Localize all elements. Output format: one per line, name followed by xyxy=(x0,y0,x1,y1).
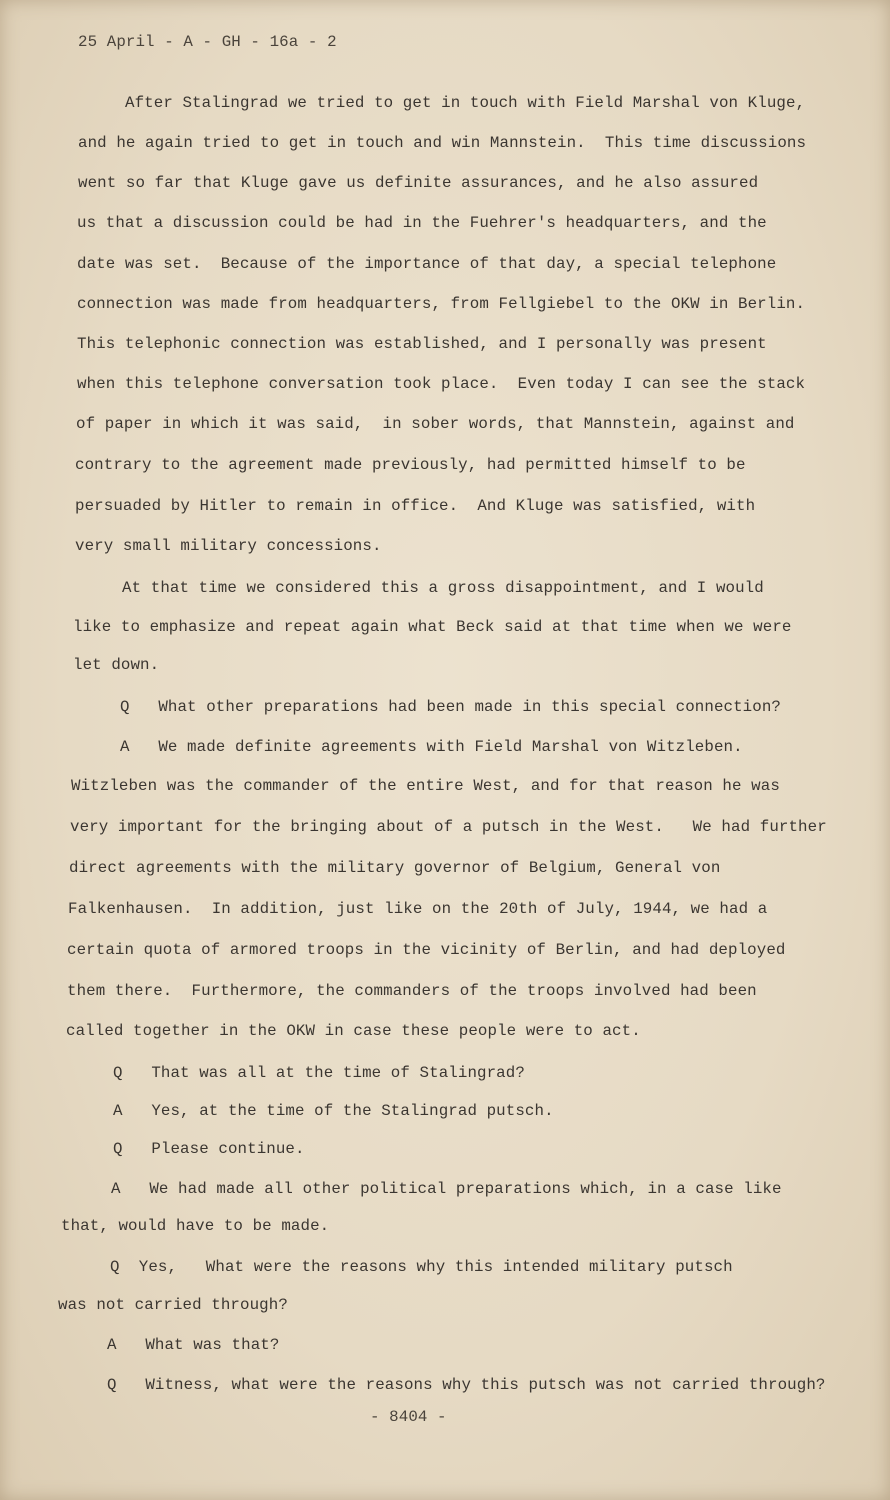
question-line: Q Witness, what were the reasons why this putsch was not carried through? xyxy=(107,1376,826,1394)
answer-line: A We had made all other political preparations which, in a case like xyxy=(111,1180,782,1198)
question-line: Q Please continue. xyxy=(113,1140,305,1158)
text-line: called together in the OKW in case these people were to act. xyxy=(66,1022,641,1040)
page-number: - 8404 - xyxy=(370,1408,447,1426)
answer-line: A Yes, at the time of the Stalingrad putsch. xyxy=(113,1102,554,1120)
answer-line: A What was that? xyxy=(107,1336,280,1354)
text-line: This telephonic connection was established, and I personally was present xyxy=(77,335,767,353)
text-line: Witzleben was the commander of the entire West, and for that reason he was xyxy=(71,777,780,795)
text-line: was not carried through? xyxy=(58,1296,288,1314)
text-line: contrary to the agreement made previously, had permitted himself to be xyxy=(75,456,746,474)
text-line: them there. Furthermore, the commanders of the troops involved had been xyxy=(67,982,757,1000)
text-line: us that a discussion could be had in the Fuehrer's headquarters, and the xyxy=(77,214,767,232)
text-line: that, would have to be made. xyxy=(61,1217,330,1235)
text-line: and he again tried to get in touch and win Mannstein. This time discussions xyxy=(78,134,807,152)
text-line: went so far that Kluge gave us definite assurances, and he also assured xyxy=(78,174,759,192)
text-line: direct agreements with the military governor of Belgium, General von xyxy=(69,859,721,877)
text-line: Falkenhausen. In addition, just like on the 20th of July, 1944, we had a xyxy=(68,900,768,918)
question-line: Q What other preparations had been made in this special connection? xyxy=(120,698,781,716)
text-line: certain quota of armored troops in the vicinity of Berlin, and had deployed xyxy=(67,941,786,959)
answer-line: A We made definite agreements with Field Marshal von Witzleben. xyxy=(120,738,743,756)
text-line: very small military concessions. xyxy=(75,537,382,555)
text-line: After Stalingrad we tried to get in touch with Field Marshal von Kluge, xyxy=(125,94,806,112)
question-line: Q That was all at the time of Stalingrad? xyxy=(113,1064,525,1082)
text-line: like to emphasize and repeat again what Beck said at that time when we were xyxy=(73,618,792,636)
text-line: very important for the bringing about of a putsch in the West. We had further xyxy=(70,818,827,836)
page-header: 25 April - A - GH - 16a - 2 xyxy=(78,33,337,51)
text-line: connection was made from headquarters, from Fellgiebel to the OKW in Berlin. xyxy=(77,295,806,313)
text-line: when this telephone conversation took place. Even today I can see the stack xyxy=(77,375,806,393)
text-line: persuaded by Hitler to remain in office. And Kluge was satisfied, with xyxy=(75,497,756,515)
text-line: At that time we considered this a gross disappointment, and I would xyxy=(122,579,764,597)
text-line: let down. xyxy=(73,656,160,674)
text-line: of paper in which it was said, in sober words, that Mannstein, against and xyxy=(76,415,795,433)
text-line: date was set. Because of the importance of that day, a special telephone xyxy=(77,255,777,273)
question-line: Q Yes, What were the reasons why this intended military putsch xyxy=(110,1258,733,1276)
